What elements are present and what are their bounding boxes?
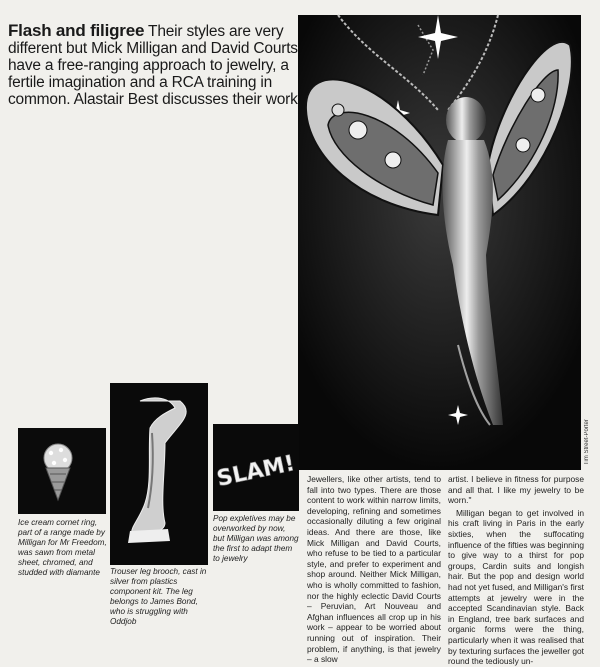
headline-deck: Their styles are very different but Mick Milligan and David Courts have a free-ranging approach to jewelry, a fertile imagination and a RCA training in common. Alastair Best discusses their work	[8, 23, 298, 108]
fairy-brooch-photo	[298, 15, 581, 470]
ice-cream-ring-photo	[18, 428, 106, 514]
body-column-1	[307, 474, 441, 665]
body-paragraph: Milligan began to get involved in his craft living in Paris in the early sixties, when the suffocating influence of the fifties was beginning to give way to a thirst for pop groups, Cardin suits and longish hair. But the pop and design world had not yet fused, and Milligan's first attempts at jewelry were in the accepted Scandinavian style. Back in England, tree bark surfaces and organic forms were the thing, particularly when it was realised that by texturing surfaces the jeweller got round the tediously un-	[448, 507, 584, 667]
slam-text: SLAM!	[214, 451, 298, 492]
body-paragraph: Jewellers, like other artists, tend to fall into two types. There are those content to work within narrow limits, developing, refining and sometimes occasionally diluting a few original ideas. And there are those, like Mick Milligan and David Courts, who refuse to be tied to a particular style, and prefer to experiment and shop around. Neither Mick Milligan, who is wholly committed to fashion, nor the highly eclectic David Courts – Peruvian, Art Nouveau and Afghan influences all crop up in his work – appear to be worried about running out of inspiration. Their problem, if anything, is that jewelry – a slow	[307, 474, 441, 665]
caption-ice-cream-ring: Ice cream cornet ring, part of a range made by Milligan for Mr Freedom, was sawn from metal sheet, chromed, and studded with diamante	[18, 518, 107, 577]
headline	[8, 22, 298, 108]
body-column-2	[448, 474, 584, 667]
caption-slam: Pop expletives may be overworked by now, but Milligan was among the first to adapt them to jewelry	[213, 514, 299, 563]
headline-title: Flash and filigree	[8, 21, 145, 40]
body-paragraph: artist. I believe in fitness for purpose and all that. I like my jewelry to be worn."	[448, 474, 584, 506]
caption-trouser-leg: Trouser leg brooch, cast in silver from plastics component kit. The leg belongs to James Bond, who is struggling with Oddjob	[110, 567, 207, 626]
trouser-leg-brooch-photo	[110, 383, 208, 565]
photo-credit: Tim Street-Porter	[584, 419, 590, 465]
slam-brooch-photo	[213, 424, 299, 511]
